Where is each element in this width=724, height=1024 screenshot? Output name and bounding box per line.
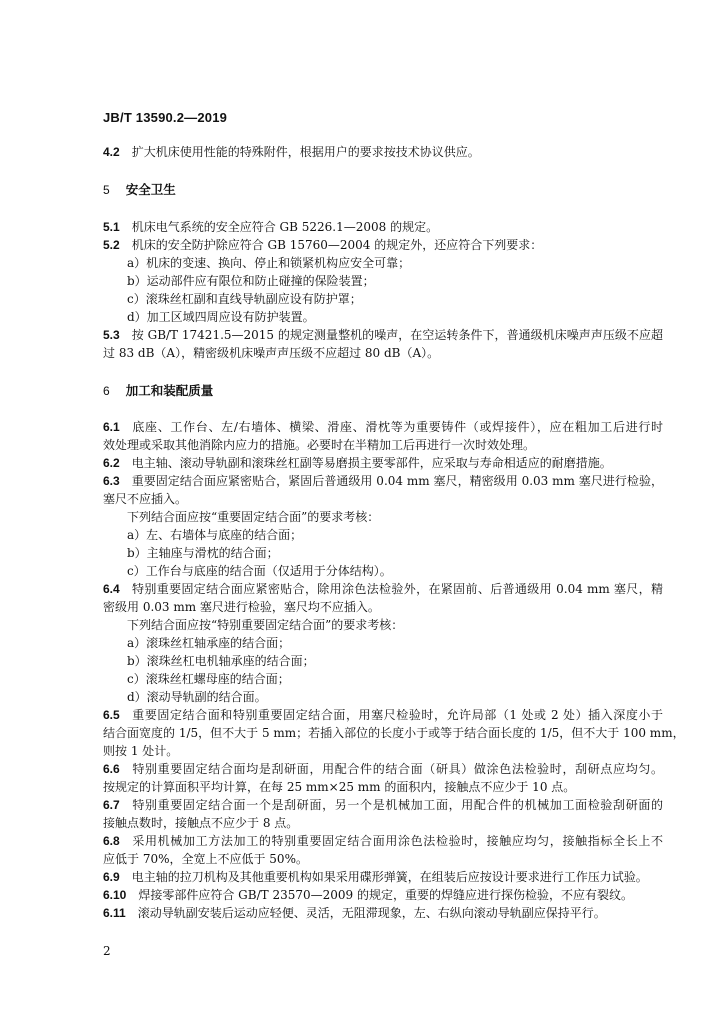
- list-item-6-4-d: d）滚动导轨副的结合面。: [127, 690, 267, 704]
- section-5-heading: [103, 181, 176, 199]
- clause-text: 采用机械加工方法加工的特别重要固定结合面用涂色法检验时，接触应均匀，接触指标全长上不: [131, 834, 663, 848]
- clause-6-5-cont: 结合面宽度的 1/5，但不大于 5 mm；若插入部位的长度小于或等于结合面长度的 1/5，但不大于 100 mm，: [103, 726, 685, 740]
- clause-6-5: [103, 706, 663, 724]
- clause-6-2: [103, 454, 612, 472]
- list-item-6-3-b: b）主轴座与滑枕的结合面；: [127, 546, 279, 560]
- list-item-5-2-d: d）加工区域四周应设有防护装置。: [127, 310, 315, 324]
- list-item-6-4-b: b）滚珠丝杠电机轴承座的结合面；: [127, 654, 315, 668]
- page-number: 2: [103, 944, 111, 958]
- clause-text: 焊接零部件应符合 GB/T 23570—2009 的规定，重要的焊缝应进行探伤检验，不应有裂纹。: [138, 888, 633, 902]
- clause-6-1-cont: 效处理或采取其他消除内应力的措施。必要时在半精加工后再进行一次时效处理。: [103, 438, 536, 452]
- clause-5-2: [103, 236, 542, 254]
- list-item-5-2-c: c）滚珠丝杠副和直线导轨副应设有防护罩；: [127, 292, 362, 306]
- clause-text: 底座、工作台、左/右墙体、横梁、滑座、滑枕等为重要铸件（或焊接件），应在粗加工后进行时: [131, 420, 663, 434]
- clause-text: 按 GB/T 17421.5—2015 的规定测量整机的噪声，在空运转条件下，普通级机床噪声声压级不应超: [131, 328, 663, 342]
- clause-number: 6.4: [103, 582, 120, 596]
- section-title: 安全卫生: [125, 182, 176, 197]
- clause-number: 6.8: [103, 834, 120, 848]
- list-item-5-2-b: b）运动部件应有限位和防止碰撞的保险装置；: [127, 274, 375, 288]
- clause-number: 6.1: [103, 420, 120, 434]
- clause-6-6-cont: 按规定的计算面积平均计算，在每 25 mm×25 mm 的面积内，接触点不应少于 10 点。: [103, 780, 576, 794]
- clause-text: 特别重要固定结合面均是刮研面，用配合件的结合面（研具）做涂色法检验时，刮研点应均匀。: [131, 762, 663, 776]
- clause-6-8: [103, 832, 663, 850]
- clause-text: 滚动导轨副安装后运动应轻便、灵活，无阻滞现象，左、右纵向滚动导轨副应保持平行。: [137, 906, 606, 920]
- clause-number: 6.6: [103, 762, 120, 776]
- clause-number: 6.7: [103, 798, 120, 812]
- clause-6-3: [103, 472, 663, 490]
- standard-number: JB/T 13590.2—2019: [103, 110, 228, 125]
- clause-number: 6.11: [103, 906, 126, 920]
- clause-text: 扩大机床使用性能的特殊附件，根据用户的要求按技术协议供应。: [131, 145, 480, 159]
- clause-number: 6.2: [103, 456, 120, 470]
- clause-text: 电主轴的拉刀机构及其他重要机构如果采用碟形弹簧，在组装后应按设计要求进行工作压力试验。: [131, 870, 648, 884]
- clause-text: 机床的安全防护除应符合 GB 15760—2004 的规定外，还应符合下列要求：: [131, 238, 543, 252]
- section-6-heading: [103, 382, 213, 400]
- list-item-5-2-a: a）机床的变速、换向、停止和锁紧机构应安全可靠；: [127, 256, 411, 270]
- list-item-6-3-a: a）左、右墙体与底座的结合面；: [127, 528, 303, 542]
- list-item-6-4-c: c）滚珠丝杠螺母座的结合面；: [127, 672, 290, 686]
- clause-6-7: [103, 796, 663, 814]
- clause-6-4-intro: 下列结合面应按“特别重要固定结合面”的要求考核：: [127, 618, 404, 632]
- clause-5-3: [103, 326, 663, 344]
- clause-6-4: [103, 580, 663, 598]
- clause-6-4-cont: 密级用 0.03 mm 塞尺进行检验，塞尺均不应插入。: [103, 600, 380, 614]
- clause-6-9: [103, 868, 648, 886]
- clause-6-6: [103, 760, 663, 778]
- clause-text: 重要固定结合面应紧密贴合，紧固后普通级用 0.04 mm 塞尺，精密级用 0.03 mm 塞尺进行检验，: [131, 474, 663, 488]
- clause-5-1: [103, 218, 438, 236]
- section-number: 5: [103, 183, 110, 197]
- clause-6-3-cont: 塞尺不应插入。: [103, 492, 188, 506]
- clause-6-11: [103, 904, 606, 922]
- clause-6-7-cont: 接触点数时，接触点不应少于 8 点。: [103, 816, 299, 830]
- clause-number: 6.5: [103, 708, 120, 722]
- clause-number: 6.3: [103, 474, 120, 488]
- clause-6-3-intro: 下列结合面应按“重要固定结合面”的要求考核：: [127, 510, 380, 524]
- clause-6-8-cont: 应低于 70%，全宽上不应低于 50%。: [103, 852, 308, 866]
- clause-number: 5.2: [103, 238, 120, 252]
- clause-number: 6.10: [103, 888, 127, 902]
- clause-5-3-cont: 过 83 dB（A），精密级机床噪声声压级不应超过 80 dB（A）。: [103, 346, 440, 360]
- clause-number: 6.9: [103, 870, 120, 884]
- clause-text: 机床电气系统的安全应符合 GB 5226.1—2008 的规定。: [131, 220, 439, 234]
- clause-number: 4.2: [103, 145, 120, 159]
- clause-6-10: [103, 886, 633, 904]
- clause-6-5-cont2: 则按 1 处计。: [103, 744, 179, 758]
- section-title: 加工和装配质量: [125, 383, 214, 398]
- clause-text: 重要固定结合面和特别重要固定结合面，用塞尺检验时，允许局部（1 处或 2 处）插入深度小于: [131, 708, 663, 722]
- clause-text: 电主轴、滚动导轨副和滚珠丝杠副等易磨损主要零部件，应采取与寿命相适应的耐磨措施。: [131, 456, 612, 470]
- clause-text: 特别重要固定结合面应紧密贴合，除用涂色法检验外，在紧固前、后普通级用 0.04 mm 塞尺，精: [131, 582, 663, 596]
- clause-6-1: [103, 418, 663, 436]
- list-item-6-3-c: c）工作台与底座的结合面（仅适用于分体结构）。: [127, 564, 392, 578]
- list-item-6-4-a: a）滚珠丝杠轴承座的结合面；: [127, 636, 291, 650]
- clause-4-2: [103, 143, 480, 161]
- section-number: 6: [103, 384, 110, 398]
- clause-text: 特别重要固定结合面一个是刮研面，另一个是机械加工面，用配合件的机械加工面检验刮研面的: [131, 798, 663, 812]
- clause-number: 5.1: [103, 220, 120, 234]
- clause-number: 5.3: [103, 328, 120, 342]
